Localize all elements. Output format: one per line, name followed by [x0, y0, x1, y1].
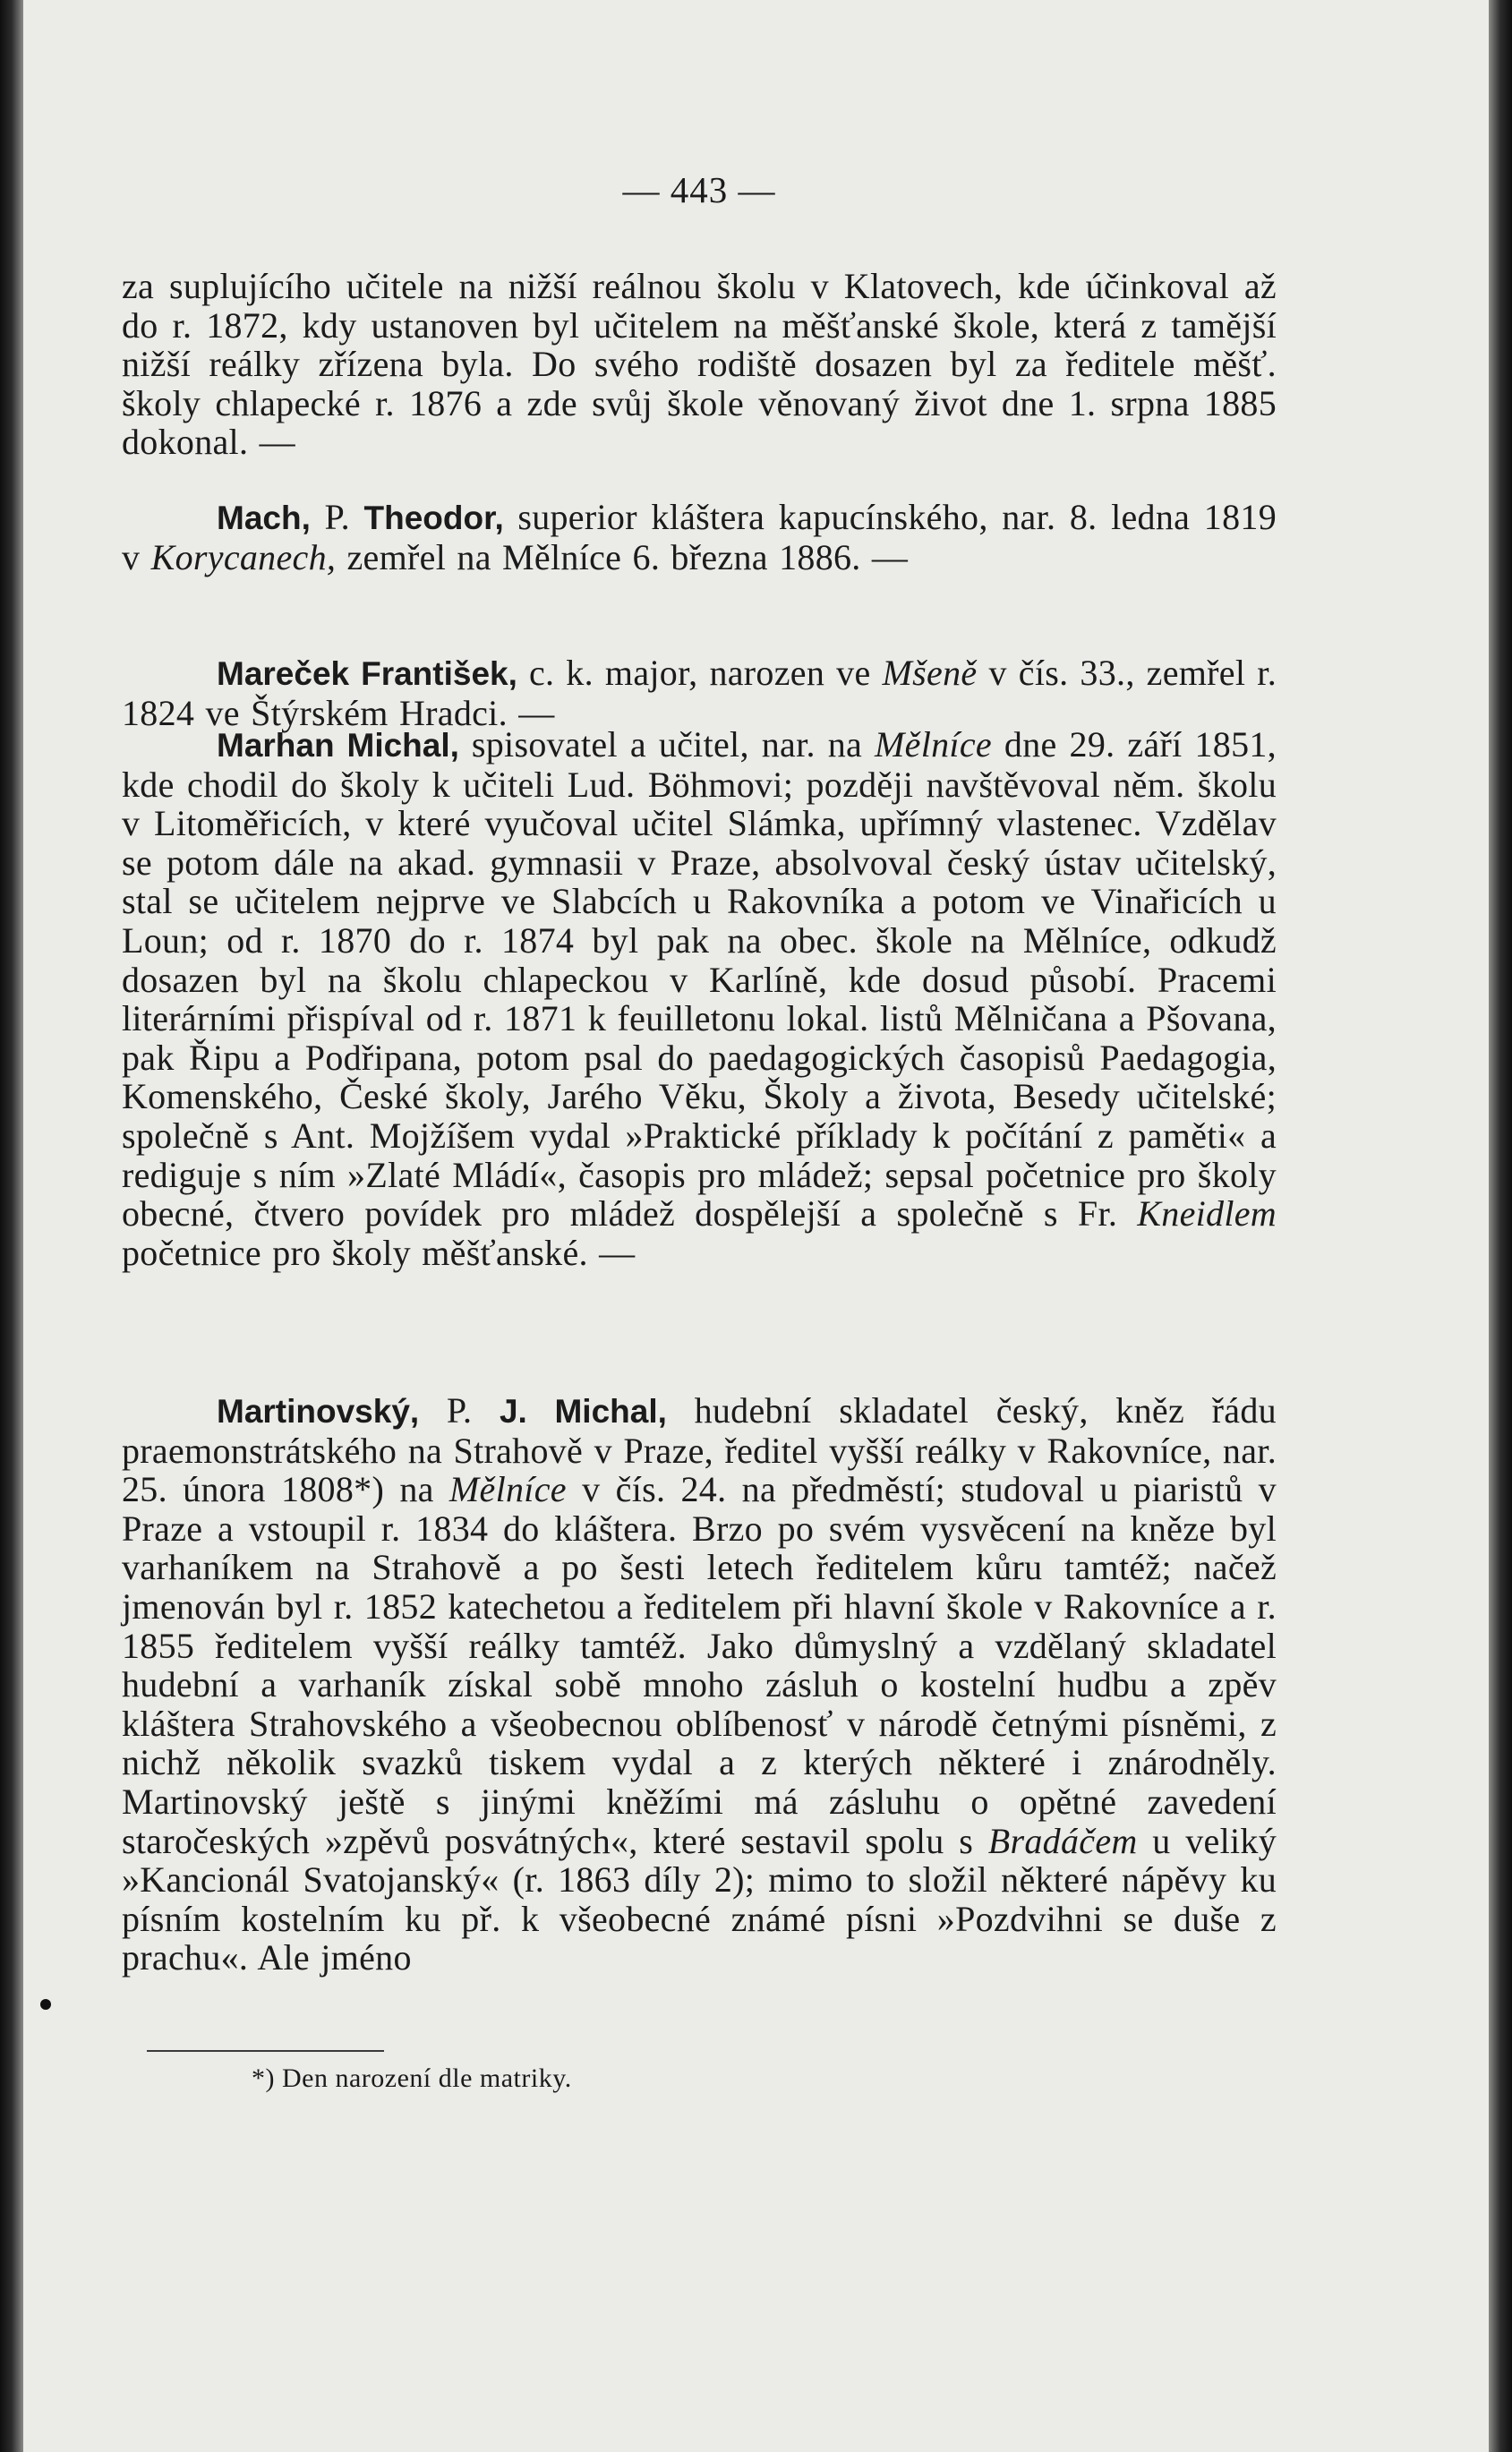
entry-title: P. — [446, 1390, 473, 1431]
entry-text: v čís. 24. na předměstí; studoval u piaristů v Praze a vstoupil r. 1834 do kláštera. Brzo po svém vysvěcení na kněze byl varhaníkem na Strahově a po šesti letech ředitelem kůru tamtéž; načež jmenován byl r. 1852 katechetou a ředitelem při hlavní škole v Rakovníce a r. 1855 ředitelem vyšší reálky tamtéž. Jako důmyslný a vzdělaný skladatel hudební a varhaník získal sobě mnoho zásluh o kostelní hudbu a zpěv kláštera Strahovského a všeobecnou oblíbenosť v národě četnými písněmi, z nichž několik svazků tiskem vydal a z kterých některé i znárodněly. Martinovský ještě s jinými kněžími má zásluhu o opětné zavedení staročeských »zpěvů posvátných«, které sestavil spolu s — [122, 1469, 1277, 1861]
entry-text: u veliký »Kancionál Svatojanský« (r. 1863 díly 2); mimo to složil některé nápěvy ku písním kostelním ku př. k všeobecné známé písni »Pozdvihni se duše z prachu«. Ale jméno — [122, 1820, 1277, 1978]
entry-text: v čís. 33., zemřel r. 1824 ve Štýrském Hradci. — — [122, 653, 1277, 733]
entry-name: Mach, — [217, 500, 311, 536]
footnote: *) Den narození dle matriky. — [252, 2063, 572, 2093]
continued-entry-text: za suplujícího učitele na nižší reálnou školu v Klatovech, kde účinkoval až do r. 1872, kdy ustanoven byl učitelem na měšťanské škole, která z tamější nižší reálky zřízena byla. Do svého rodiště dosazen byl za ředitele měšť. školy chlapecké r. 1876 a zde svůj škole věnovaný život dne 1. srpna 1885 dokonal. — — [122, 266, 1277, 463]
entry-text: spisovatel a učitel, nar. na — [471, 724, 863, 765]
page-number: — 443 — — [622, 169, 776, 210]
entry-martinovsky — [122, 1391, 1277, 1978]
entry-marecek-paragraph — [122, 654, 1277, 732]
place-name: Korycanech, — [150, 536, 337, 577]
place-name: Mělníce — [875, 724, 992, 765]
place-name: Mělníce — [448, 1469, 567, 1510]
footnote-divider — [147, 2050, 384, 2052]
book-page — [23, 0, 1489, 2452]
entry-title: P. — [324, 497, 350, 537]
entry-martinovsky-paragraph — [122, 1391, 1277, 1978]
entry-name: J. Michal, — [499, 1393, 667, 1430]
entry-text: superior kláštera kapucínského, nar. 8. ledna 1819 v — [122, 497, 1277, 577]
place-name: Mšeně — [882, 653, 978, 693]
entry-name: Marhan Michal, — [217, 727, 459, 764]
entry-marhan-paragraph — [122, 725, 1277, 1272]
entry-text: zemřel na Mělníce 6. března 1886. — — [346, 536, 909, 577]
entry-text: dne 29. září 1851, kde chodil do školy k učiteli Lud. Böhmovi; později navštěvoval něm. školu v Litoměřicích, v které vyučoval učitel Slámka, upřímný vlastenec. Vzdělav se potom dále na akad. gymnasii v Praze, absolvoval český ústav učitelský, stal se učitelem nejprve ve Slabcích u Rakovníka a potom ve Vinařicích u Loun; od r. 1870 do r. 1874 byl pak na obec. škole na Mělníce, odkudž dosazen byl na školu chlapeckou v Karlíně, kde dosud působí. Pracemi literárními přispíval od r. 1871 k feuilletonu lokal. listů Mělničana a Pšovana, pak Řipu a Podřipana, potom psal do paedagogických časopisů Paedagogia, Komenského, České školy, Jarého Věku, Školy a života, Besedy učitelské; společně s Ant. Mojžíšem vydal »Praktické příklady k počítání z paměti« a rediguje s ním »Zlaté Mládí«, časopis pro mládež; sepsal početnice pro školy obecné, čtvero povídek pro mládež dospělejší a společně s Fr. — [122, 724, 1277, 1235]
entry-mach — [122, 498, 1277, 577]
entry-text: početnice pro školy měšťanské. — — [122, 1232, 636, 1273]
entry-text: c. k. major, narozen ve — [528, 653, 871, 693]
person-name: Bradáčem — [987, 1820, 1138, 1861]
entry-marhan — [122, 725, 1277, 1272]
continued-entry — [122, 267, 1277, 462]
entry-name: Mareček František, — [217, 655, 517, 692]
scan-border-left — [0, 0, 23, 2452]
entry-mach-paragraph — [122, 498, 1277, 577]
entry-marecek — [122, 654, 1277, 732]
scan-border-right — [1489, 0, 1512, 2452]
entry-name: Martinovský, — [217, 1393, 420, 1430]
entry-text: hudební skladatel český, kněz řádu praemonstrátského na Strahově v Praze, ředitel vyšší reálky v Rakovníce, nar. 25. února 1808*) na — [122, 1390, 1277, 1510]
person-name: Kneidlem — [1137, 1193, 1277, 1235]
entry-name: Theodor, — [363, 500, 504, 536]
margin-mark — [40, 1999, 51, 2010]
